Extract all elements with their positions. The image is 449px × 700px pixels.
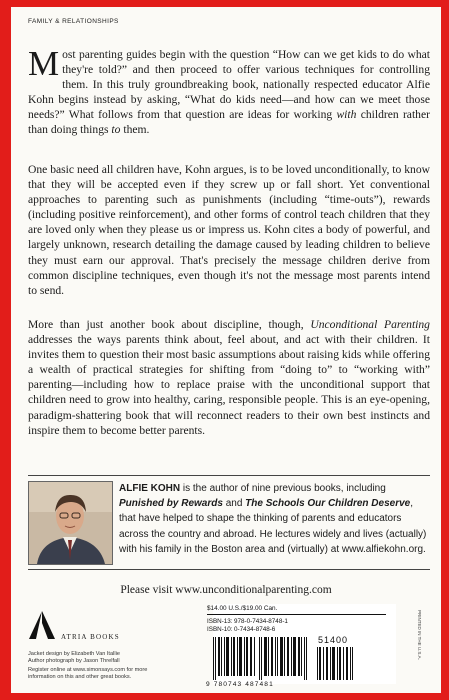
bio-part-3: , that have helped to shape the thinking of parents and educators across the country and abroad. He lectures widely and lives (actually) with his family in the Boston area and (virtually) at www.alfiekohn.org. (119, 498, 427, 555)
price-addon-barcode-icon (317, 647, 353, 680)
isbn-10-label: ISBN-10: (207, 626, 233, 633)
register-note: Register online at www.simonsays.com for more information on this and other great books. (28, 667, 148, 680)
addon-price-code: 51400 (318, 635, 349, 645)
price-rule (207, 614, 386, 615)
atria-logo-icon (28, 610, 56, 640)
barcode-digits: 9 780743 487481 (206, 681, 274, 688)
intro-emphasis-to: to (111, 123, 121, 137)
summary-rest: addresses the ways parents think about, feel about, and act with their children. It invites them to question their most basic assumptions about raising kids while offering a wealth of practical strategies for shifting from “doing to” to “working with” parenting—including how to replace praise with the unconditional support that children need to grow into healthy, caring, responsible people. This is an eye-opening, paradigm-shattering book that will reconnect readers to their own best instincts and inspire them to become better parents. (28, 333, 430, 437)
intro-emphasis-with: with (336, 108, 357, 122)
book-summary-paragraph (28, 317, 430, 438)
category-label: FAMILY & RELATIONSHIPS (28, 18, 119, 25)
publisher-name: ATRIA BOOKS (61, 633, 120, 641)
bio-bottom-rule (28, 569, 430, 570)
isbn-13-value: 978-0-7434-8748-1 (234, 618, 288, 625)
isbn-13-row (207, 618, 288, 625)
price-label: $14.00 U.S./$19.00 Can. (207, 605, 278, 612)
author-portrait-icon (29, 482, 112, 564)
website-line: Please visit www.unconditionalparenting.com (120, 584, 332, 596)
drop-cap: M (28, 44, 60, 83)
isbn-10-row (207, 626, 275, 633)
summary-lead: More than just another book about discipline, though, (28, 318, 311, 331)
intro-text-end: them. (120, 123, 150, 137)
author-bio (119, 481, 431, 557)
intro-text-lead: ost parenting guides begin with the question “How can we get kids to do what they're told?” and then proceed to offer various techniques for controlling them. In this truly groundbreaking book, nationally respected educator Alfie Kohn begins instead by asking, “What do kids need—and how can we meet those needs?” What follows from that question are ideas for working (28, 48, 430, 122)
intro-text-mid: children rather than doing things (28, 108, 430, 137)
jacket-credit: Jacket design by Elizabeth Van Itallie (28, 651, 120, 657)
printed-in-label: PRINTED IN THE U.S.A. (417, 610, 422, 660)
book-title: Unconditional Parenting (310, 318, 430, 331)
author-name: ALFIE KOHN (119, 483, 181, 494)
bio-book-2: The Schools Our Children Deserve (245, 498, 411, 510)
photo-credit: Author photograph by Jason Threlfall (28, 658, 120, 664)
bio-part-2: and (222, 498, 246, 510)
cover-text-panel (11, 7, 441, 693)
author-photo (28, 481, 113, 565)
bio-book-1: Punished by Rewards (119, 498, 223, 510)
bio-part-1: is the author of nine previous books, including (180, 483, 386, 494)
isbn-10-value: 0-7434-8748-6 (234, 626, 276, 633)
bio-top-rule (28, 475, 430, 476)
unconditional-love-paragraph: One basic need all children have, Kohn argues, is to be loved unconditionally, to know that they will be accepted even if they screw up or fall short. Yet conventional approaches to parenting such as punishments (including “time-outs”), rewards (including positive reinforcement), and other forms of control teach children that they are loved only when they please us or impress us. Kohn cites a body of powerful, and largely unknown, research detailing the damage caused by leading children to believe they must earn our approval. That's precisely the message children derive from common discipline techniques, even though it's not the message most parents intend to send. (28, 163, 430, 297)
isbn-barcode-icon (213, 637, 307, 680)
intro-paragraph (28, 44, 430, 138)
cover-credits (28, 651, 178, 665)
isbn-13-label: ISBN-13: (207, 618, 233, 625)
